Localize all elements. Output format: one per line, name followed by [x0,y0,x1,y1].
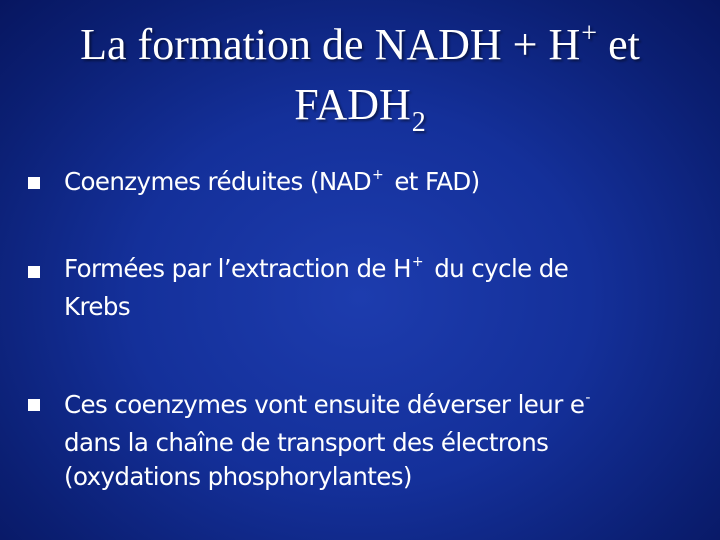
bullet-text-part: (oxydations phosphorylantes) [64,462,412,491]
title-line-1-end: et [597,20,640,69]
bullet-text-part: dans la chaîne de transport des électrons [64,428,549,457]
bullet-text-part: Coenzymes réduites (NAD [64,167,371,196]
title-subscript-2: 2 [411,107,426,138]
slide-title [20,18,700,138]
square-bullet-icon [28,177,40,189]
superscript-minus: - [585,390,590,406]
title-superscript-plus: + [581,18,598,49]
square-bullet-icon [28,266,40,278]
bullet-text [64,252,694,324]
title-line-1 [20,18,700,78]
bullet-text [64,165,694,203]
bullet-text-part: du cycle de [427,254,569,283]
square-bullet-icon [28,399,40,411]
bullet-text-part: Formées par l’extraction de H [64,254,411,283]
superscript-plus: + [372,167,384,183]
bullet-text-part: Ces coenzymes vont ensuite déverser leur e [64,390,585,419]
title-line-1-text: La formation de NADH + H [80,20,581,69]
bullet-text-part: Krebs [64,292,130,321]
superscript-plus: + [411,254,424,270]
title-line-2 [20,78,700,138]
bullet-text-part: et FAD) [387,167,480,196]
bullet-text [64,388,694,494]
title-line-2-text: FADH [294,80,411,129]
